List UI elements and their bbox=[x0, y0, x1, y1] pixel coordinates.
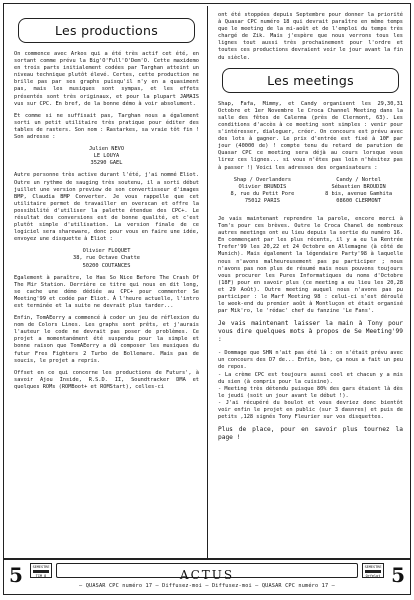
productions-heading: Les productions bbox=[18, 18, 195, 43]
address-line: LE LOUYA bbox=[93, 153, 120, 160]
address-line: 38, rue Octave Chatte bbox=[73, 255, 140, 262]
mini-bar bbox=[365, 570, 381, 573]
address-line: Shap / Overlanders bbox=[233, 176, 292, 183]
paragraph-croca-meeting: Shap, Fafa, Mimmy, et Candy organisent les 29,30,31 Octobre et 1er Novembre le Croca Channel Meeting dans la salle des fêtes de Calerma (près de Clermont, 63). Les conditions d'accès à ce meeting sont simples : venir pour s'intéresser, dialoguer, créer. On concours est prévu avec des lots à gagner. Le prix d'entrée est fixé à 10F par jour (40000 de) ! compte tenu du retard de parution de Quasar CPC ce meeting sera déjà au cours lorsque vous lirez ces lignes... si vous n'êtes pas loin n'hésitez pas à passer !) Voici les adresses des organisateurs : bbox=[218, 100, 403, 171]
paragraph-tony-notes: - Dommage que SHN n'ait pas été là : on s'était prévu avec un concours des D7 de... Enfin, bon, ça nous a fait un peu de repos. - La crème CPC est toujours aussi cool et chacun y a mis du sien (à compris pour la cuisine). - Meeting très détendu puisque 80% des gars étaient là dès le jeudi (soit un jour avant le début !). - J'ai récupéré du boulot et vous devriez donc bientôt voir enfin le projet en public (sur 3 dasnres) et puis de petits ,128 signés Tony Fleurier sur vos disquettes. bbox=[218, 350, 403, 421]
address-line: 50200 COUTANCES bbox=[82, 262, 131, 269]
page-number-right: 5 bbox=[391, 563, 405, 587]
address-line: 08600 CLERMONT bbox=[336, 197, 381, 204]
address-olivier-floquet bbox=[14, 248, 199, 269]
paragraph-turn-page: Plus de place, pour en savoir plus tournez la page ! bbox=[218, 426, 403, 442]
footer-strip: — QUASAR CPC numéro 17 — Diffusez-moi — Diffusez-moi — QUASAR CPC numéro 17 — bbox=[79, 583, 335, 589]
address-line: 75012 PARIS bbox=[244, 197, 280, 204]
section-banner bbox=[56, 563, 358, 582]
address-line: 8 bis, avenue Gamhita bbox=[325, 190, 393, 197]
mini-label: TIM 8 bbox=[35, 574, 47, 578]
address-line: 8, rue du Petit Pore bbox=[230, 190, 295, 197]
column-divider bbox=[207, 6, 208, 562]
address-line: Olivier FLOQUET bbox=[82, 248, 131, 255]
mini-box-right bbox=[362, 563, 384, 578]
paragraph-futurs: Offset en ce qui concerne les productions de Futurs', à savoir Ajou Inside, R.S.D. II, Soundtracker DMA et quelques ROMs (ROMBoot+ et ROMStart), celles-ci bbox=[14, 369, 199, 390]
paragraph-tony-intro: Je vais maintenant laisser la main à Tony pour vous dire quelques mots à propos de Se Meeting'99 : bbox=[218, 320, 403, 344]
paragraph-other-meetings: Je vais maintenant reprendre la parole, encore merci à Tom's pour ces brèves. Outre le Croca Chanel de nombreux autres meetings ont eu lieu depuis la sortie du numéro 16. En commençant par les plus récents, il y a eu la Rentrée Trefer'99 les 20,22 et 24 Octobre en Allemagne (à côté de Munich). Mais également la légendaire Party'98 à laquelle nous n'avons malheureusement pas pu participer ; nous n'avons pas non plus de résumé mais nous pouvons toujours vous procurer les Pures Informatiques du noms d'Octobre (18F) pour en savoir plus (ce meeting a eu lieu les 20,28 et 29 Août). Outre meeting auquel nous n'avons pas pu participer : le Marf Meeting 98 : celui-ci s'est déroulé le week-end du premier août à Montluçon et était organisé par Mik'ro, le 'rédac' chef du fanzine 'Le Fans'. bbox=[218, 215, 403, 315]
magazine-page bbox=[3, 3, 411, 595]
paragraph-arkos: On commence avec Arkos qui a été très actif cet été, en sortant comme prévu la Big'O'Full'O'Dem'O. Cette maxidemo en trois parts initialement codées par Targhan atteint un niveau technique plutôt élevé. Certes, cette production ne brille pas par ses graphs puisqu'il n'y en a quasiment pas, mais les musiques sont sympas, et les effets présentés sont très originaux, et pour la plupart JAMAIS vus sur CPC. En bref, de la bonne démo à voir absolument. bbox=[14, 51, 199, 107]
mini-label: SEMESTRE bbox=[32, 565, 50, 569]
mini-label: Orfelot bbox=[365, 574, 381, 578]
paragraph-continued: ont été stoppées depuis Septembre pour donner la priorité à Quasar CPC numéro 18 qui devrait paraître en même temps que le meeting de la mi-août et de l'emploi du temps très chargé de Zik. Mais j'espère que nous verrons tous les lignes tout aussi très prochainement pour l'ordre et toutes ces productions devraient voir le jour avant la fin du siècle. bbox=[218, 12, 403, 61]
address-line: Sébastien BROUDIN bbox=[331, 183, 386, 190]
paragraph-tomaeerry: Enfin, TomAEerry a commencé à coder un jeu de réflexion du nom de Colors Lines. Les graphs sont prêts, et j'aurais l'auteur le code ne devrait pas poser de problèmes. Ce projet a momentanément été suspendu pour la simple et bonne raison que TomAEerry a dû composer les musiques du futur Fres Fighters 2 Turbo de Bollemare. Mais pas de soucis, le projet a repris. bbox=[14, 315, 199, 364]
organiser-addresses bbox=[218, 177, 403, 210]
mini-bar bbox=[33, 570, 49, 573]
mini-label: SEMESTRE bbox=[364, 565, 382, 569]
address-shap bbox=[218, 177, 307, 205]
meetings-heading: Les meetings bbox=[222, 68, 399, 93]
address-line: Candy / Nortel bbox=[336, 176, 381, 183]
section-title: ACTUS bbox=[179, 568, 235, 582]
mini-box-left bbox=[30, 563, 52, 578]
paragraph-rastarkes: Et comme si ne suffisait pas, Targhan nous a également sorti un petit utilitaire très pratique pour éditer des tables de rasters. Son nom : Rastarkes, sa vraie tôt fin ! Son adresse : bbox=[14, 112, 199, 141]
page-footer bbox=[4, 558, 410, 594]
address-candy bbox=[314, 177, 403, 205]
left-column bbox=[4, 8, 205, 562]
paragraph-eliot: Autre personne très active durant l'été, j'ai nommé Eliot. Outre un rythme de sauging très soutenu, il a sorti début juillet une version preview de son convertisseur d'images BMP, Claudia BMP Converter. Je vous rappelle que cet utilitaire permet de travailler en overscan et offre la possibilité d'utiliser la palette étendue des CPC+. Le résultat des conversions est de bonne qualité, et c'est plutôt simple d'utilisation. La version finale de ce logiciel sera shareware, donc pour vous en faire une idée, envoyez une disquette à Eliot : bbox=[14, 172, 199, 243]
address-line: Olivier BRUNDIS bbox=[238, 183, 287, 190]
address-line: 35290 GAEL bbox=[90, 160, 123, 167]
address-julien-nevo bbox=[14, 146, 199, 167]
page-number-left: 5 bbox=[9, 563, 23, 587]
paragraph-demo: Egalement à paraître, le Has So Nice Before The Crash Of The Mir Station. Derrière ce titre qui nous en dit long, se cache une démo dédiée au CPC+ pour commenter Se Meeting'99 et codée par Eliot. À l'heure actuelle, l'intro est terminée et la suite ne devrait plus tarder... bbox=[14, 274, 199, 309]
right-column bbox=[212, 8, 411, 562]
address-line: Julien NEVO bbox=[88, 146, 125, 153]
